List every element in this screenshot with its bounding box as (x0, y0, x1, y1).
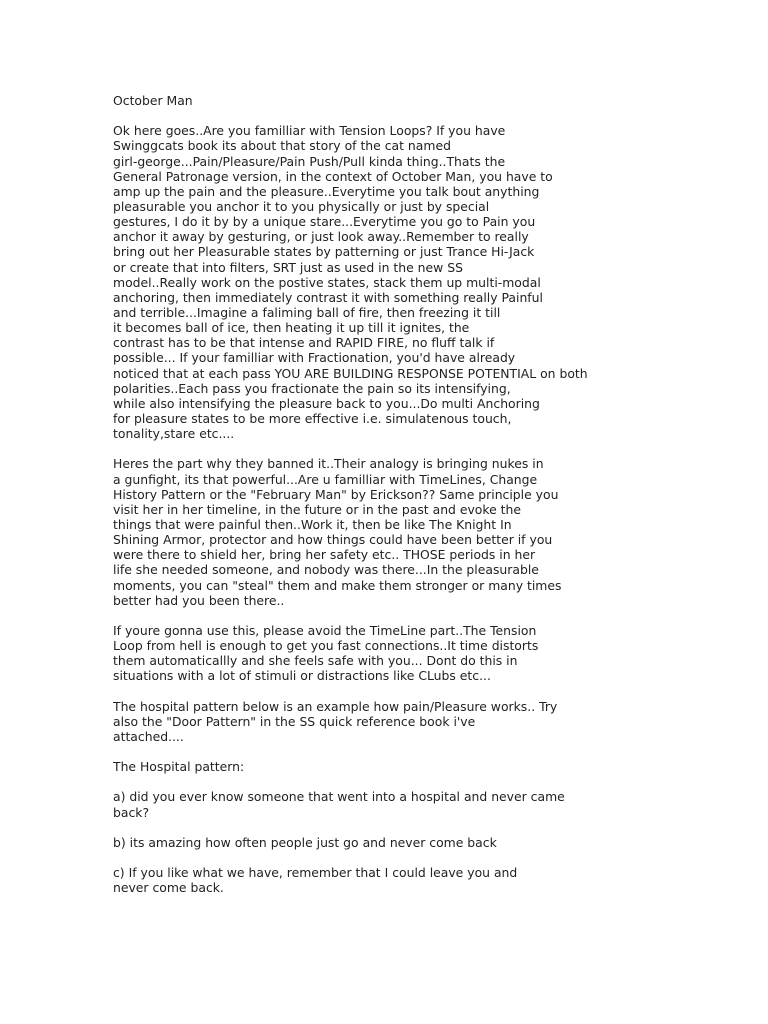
paragraph-gap (113, 820, 753, 835)
text-line: The Hospital pattern: (113, 759, 245, 775)
paragraph (113, 456, 753, 607)
paragraph-gap (113, 441, 753, 456)
text-line: anchor it away by gesturing, or just look away..Remember to really (113, 229, 529, 245)
text-line: polarities..Each pass you fractionate the pain so its intensifying, (113, 380, 511, 396)
paragraph-list (113, 123, 753, 895)
text-line: c) If you like what we have, remember that I could leave you and (113, 865, 518, 881)
paragraph-gap (113, 774, 753, 789)
text-line: Loop from hell is enough to get you fast connections..It time distorts (113, 638, 539, 654)
text-line: a) did you ever know someone that went into a hospital and never came (113, 789, 565, 805)
text-line: girl-george...Pain/Pleasure/Pain Push/Pull kinda thing..Thats the (113, 153, 506, 169)
text-line: while also intensifying the pleasure back to you...Do multi Anchoring (113, 395, 540, 411)
text-line: tonality,stare etc.... (113, 426, 235, 442)
text-line: possible... If your familliar with Fractionation, you'd have already (113, 350, 516, 366)
text-line: visit her in her timeline, in the future or in the past and evoke the (113, 501, 522, 517)
text-line: Heres the part why they banned it..Their analogy is bringing nukes in (113, 456, 544, 472)
paragraph-gap (113, 683, 753, 698)
text-line: moments, you can "steal" them and make them stronger or many times (113, 577, 562, 593)
text-line: or create that into filters, SRT just as used in the new SS (113, 259, 463, 275)
text-line: life she needed someone, and nobody was there...In the pleasurable (113, 562, 539, 578)
text-line: it becomes ball of ice, then heating it up till it ignites, the (113, 320, 470, 336)
text-line: and terrible...Imagine a faliming ball of fire, then freezing it till (113, 304, 501, 320)
text-line: History Pattern or the "February Man" by Erickson?? Same principle you (113, 486, 559, 502)
text-line: them automaticallly and she feels safe with you... Dont do this in (113, 653, 518, 669)
text-line: model..Really work on the postive states, stack them up multi-modal (113, 274, 541, 290)
text-line: b) its amazing how often people just go and never come back (113, 834, 497, 850)
text-line: things that were painful then..Work it, then be like The Knight In (113, 516, 512, 532)
document-title: October Man (113, 93, 193, 108)
paragraph-gap (113, 850, 753, 865)
document-body (113, 93, 753, 895)
paragraph (113, 865, 753, 895)
text-line: Shining Armor, protector and how things could have been better if you (113, 532, 553, 548)
text-line: General Patronage version, in the context of October Man, you have to (113, 168, 553, 184)
text-line: were there to shield her, bring her safety etc.. THOSE periods in her (113, 547, 536, 563)
text-line: The hospital pattern below is an example how pain/Pleasure works.. Try (113, 698, 558, 714)
text-line: anchoring, then immediately contrast it with something really Painful (113, 289, 543, 305)
paragraph (113, 759, 753, 774)
text-line: amp up the pain and the pleasure..Everytime you talk bout anything (113, 183, 540, 199)
text-line: for pleasure states to be more effective i.e. simulatenous touch, (113, 410, 512, 426)
text-line: gestures, I do it by by a unique stare...Everytime you go to Pain you (113, 214, 536, 230)
text-line: pleasurable you anchor it to you physically or just by special (113, 198, 490, 214)
text-line: contrast has to be that intense and RAPID FIRE, no fluff talk if (113, 335, 495, 351)
text-line: attached.... (113, 728, 184, 744)
text-line: noticed that at each pass YOU ARE BUILDING RESPONSE POTENTIAL on both (113, 365, 588, 381)
paragraph-gap (113, 108, 753, 123)
text-line: back? (113, 804, 150, 820)
paragraph-gap (113, 608, 753, 623)
text-line: Swinggcats book its about that story of the cat named (113, 138, 451, 154)
paragraph-gap (113, 744, 753, 759)
text-line: a gunfight, its that powerful...Are u familliar with TimeLines, Change (113, 471, 538, 487)
paragraph (113, 789, 753, 819)
paragraph (113, 835, 753, 850)
text-line: situations with a lot of stimuli or distractions like CLubs etc... (113, 668, 491, 684)
text-line: never come back. (113, 880, 224, 896)
text-line: bring out her Pleasurable states by patterning or just Trance Hi-Jack (113, 244, 535, 260)
text-line: also the "Door Pattern" in the SS quick reference book i've (113, 713, 476, 729)
text-line: If youre gonna use this, please avoid the TimeLine part..The Tension (113, 622, 537, 638)
paragraph (113, 123, 753, 441)
text-line: Ok here goes..Are you familliar with Tension Loops? If you have (113, 123, 506, 139)
text-line: better had you been there.. (113, 592, 285, 608)
paragraph (113, 623, 753, 684)
paragraph (113, 699, 753, 744)
